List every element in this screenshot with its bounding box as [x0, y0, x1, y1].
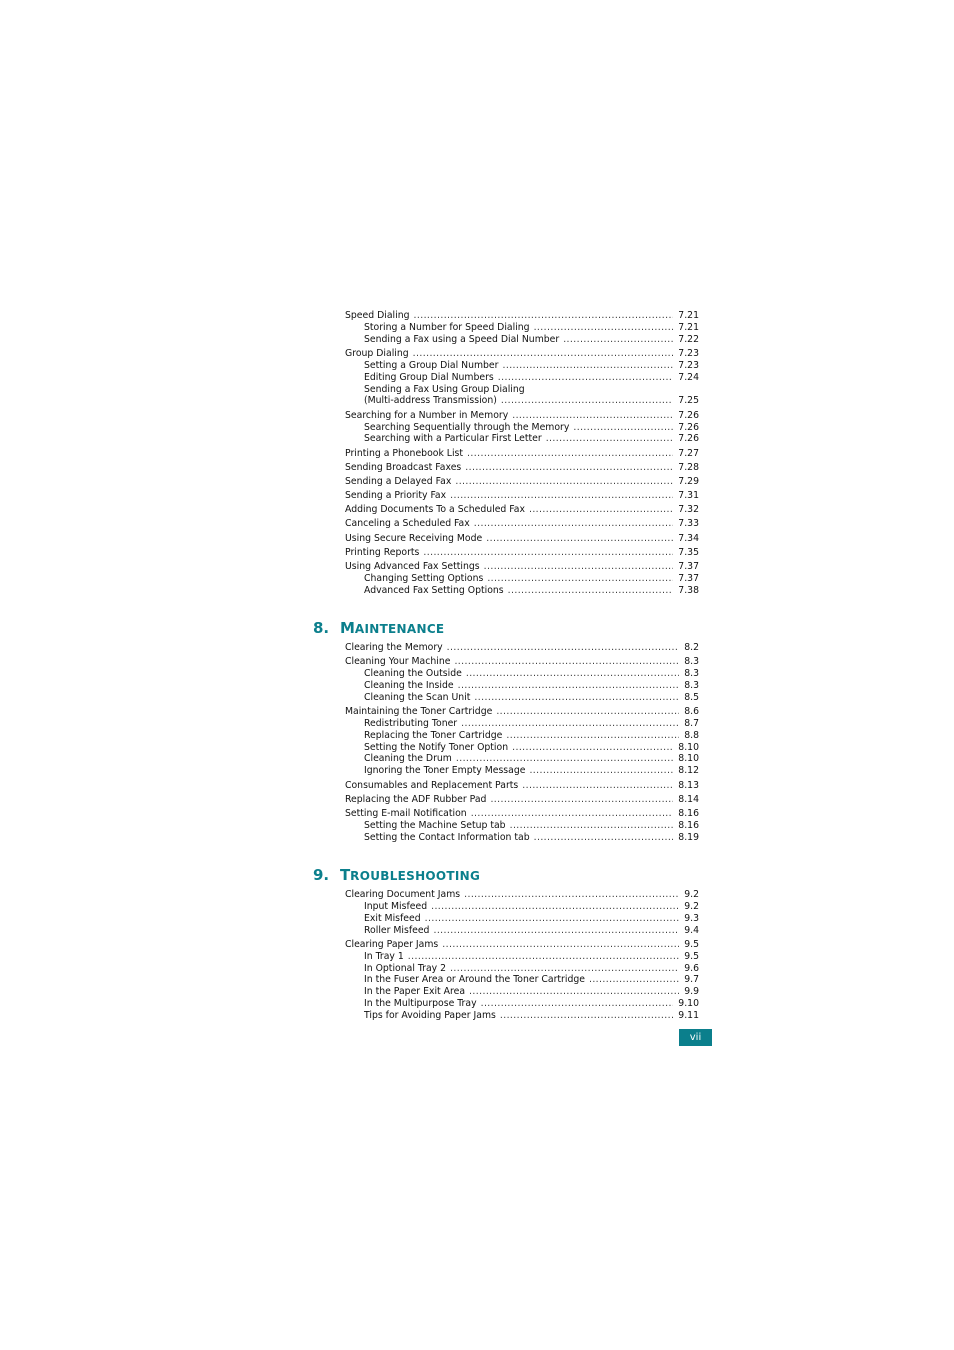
toc-subentry[interactable] — [364, 986, 699, 998]
toc-subentry[interactable] — [364, 360, 699, 372]
toc-entry-page: 7.37 — [678, 561, 699, 572]
toc-entry-title: Tips for Avoiding Paper Jams — [364, 1010, 496, 1021]
toc-entry-title: Clearing Document Jams — [345, 889, 461, 900]
dot-leader — [486, 533, 673, 545]
dot-leader — [454, 656, 679, 668]
dot-leader — [502, 360, 673, 372]
dot-leader — [546, 433, 674, 445]
toc-entry-title: Sending a Priority Fax — [345, 490, 447, 501]
toc-entry-title: Setting E-mail Notification — [345, 808, 467, 819]
toc-subentry[interactable] — [364, 334, 699, 346]
toc-entry-title: Setting the Notify Toner Option — [364, 742, 509, 753]
chapter-heading — [313, 618, 444, 637]
toc-entry-title: Searching with a Particular First Letter — [364, 433, 542, 444]
toc-entry[interactable] — [345, 476, 699, 488]
dot-leader — [458, 680, 680, 692]
toc-entry[interactable] — [345, 794, 699, 806]
dot-leader — [433, 925, 679, 937]
dot-leader — [522, 780, 673, 792]
toc-entry-page: 9.5 — [684, 951, 699, 962]
toc-subentry[interactable] — [364, 820, 699, 832]
toc-entry-title: Sending a Fax using a Speed Dial Number — [364, 334, 560, 345]
toc-entry[interactable] — [345, 462, 699, 474]
dot-leader — [500, 1010, 673, 1022]
dot-leader — [506, 730, 679, 742]
toc-entry-page: 8.16 — [678, 820, 699, 831]
toc-entry-title: (Multi-address Transmission) — [364, 395, 497, 406]
dot-leader — [414, 310, 674, 322]
toc-entry-title: Editing Group Dial Numbers — [364, 372, 494, 383]
dot-leader — [490, 794, 673, 806]
toc-entry-title: Speed Dialing — [345, 310, 410, 321]
toc-subentry[interactable] — [364, 680, 699, 692]
dot-leader — [496, 706, 679, 718]
dot-leader — [466, 668, 679, 680]
toc-entry-page: 8.12 — [678, 765, 699, 776]
dot-leader — [589, 974, 679, 986]
dot-leader — [456, 753, 673, 765]
toc-entry-title: Cleaning the Outside — [364, 668, 462, 679]
toc-entry-page: 9.10 — [678, 998, 699, 1009]
dot-leader — [501, 395, 673, 407]
toc-subentry[interactable] — [364, 832, 699, 844]
toc-entry-page: 7.38 — [678, 585, 699, 596]
toc-entry-title: Changing Setting Options — [364, 573, 484, 584]
toc-entry-title: Maintaining the Toner Cartridge — [345, 706, 493, 717]
dot-leader — [455, 476, 673, 488]
toc-entry-title: In the Paper Exit Area — [364, 986, 466, 997]
dot-leader — [481, 998, 674, 1010]
toc-entry-page: 8.6 — [684, 706, 699, 717]
toc-entry-page: 7.28 — [678, 462, 699, 473]
toc-entry-page: 7.26 — [678, 433, 699, 444]
page-number-badge: vii — [679, 1029, 712, 1046]
toc-subentry[interactable] — [364, 974, 699, 986]
toc-entry-title: Cleaning the Scan Unit — [364, 692, 471, 703]
toc-entry-page: 8.13 — [678, 780, 699, 791]
toc-entry[interactable] — [345, 490, 699, 502]
toc-entry-page: 7.35 — [678, 547, 699, 558]
toc-entry-page: 7.29 — [678, 476, 699, 487]
toc-entry-title: Using Advanced Fax Settings — [345, 561, 480, 572]
toc-entry-title: Printing a Phonebook List — [345, 448, 464, 459]
toc-entry-title: Roller Misfeed — [364, 925, 430, 936]
toc-entry-page: 7.21 — [678, 322, 699, 333]
dot-leader — [461, 718, 679, 730]
toc-subentry[interactable] — [364, 718, 699, 730]
toc-entry-title: Cleaning Your Machine — [345, 656, 451, 667]
dot-leader — [423, 547, 673, 559]
dot-leader — [563, 334, 673, 346]
toc-entry[interactable] — [345, 889, 699, 901]
toc-subentry[interactable] — [364, 668, 699, 680]
dot-leader — [510, 820, 674, 832]
toc-subentry[interactable] — [364, 913, 699, 925]
chapter-title-initial: T — [339, 866, 351, 884]
chapter-number: 9. — [313, 866, 335, 884]
toc-entry-title: Cleaning the Inside — [364, 680, 454, 691]
toc-subentry[interactable] — [364, 951, 699, 963]
toc-entry-title: Searching for a Number in Memory — [345, 410, 509, 421]
dot-leader — [508, 585, 674, 597]
toc-entry[interactable] — [345, 410, 699, 422]
dot-leader — [450, 490, 673, 502]
toc-subentry[interactable] — [364, 585, 699, 597]
toc-subentry[interactable] — [364, 433, 699, 445]
toc-entry-page: 7.23 — [678, 360, 699, 371]
toc-entry-title: Printing Reports — [345, 547, 420, 558]
dot-leader — [484, 561, 674, 573]
toc-entry-title: Sending a Fax Using Group Dialing — [364, 384, 525, 395]
toc-entry[interactable] — [345, 780, 699, 792]
toc-subentry[interactable] — [364, 753, 699, 765]
dot-leader — [467, 448, 673, 460]
toc-entry-page: 7.22 — [678, 334, 699, 345]
toc-entry-page: 7.34 — [678, 533, 699, 544]
toc-entry-page: 9.6 — [684, 963, 699, 974]
toc-entry[interactable] — [345, 533, 699, 545]
toc-entry-page: 7.24 — [678, 372, 699, 383]
toc-entry-page: 7.33 — [678, 518, 699, 529]
dot-leader — [498, 372, 674, 384]
chapter-title-rest: AINTENANCE — [354, 622, 445, 636]
toc-entry-page: 8.19 — [678, 832, 699, 843]
toc-entry-title: In Tray 1 — [364, 951, 404, 962]
toc-entry-title: Setting the Machine Setup tab — [364, 820, 506, 831]
toc-entry-page: 7.23 — [678, 348, 699, 359]
chapter-number: 8. — [313, 619, 335, 637]
toc-entry-title: Exit Misfeed — [364, 913, 421, 924]
toc-entry-title: Using Secure Receiving Mode — [345, 533, 483, 544]
toc-entry-page: 7.37 — [678, 573, 699, 584]
toc-entry-page: 8.5 — [684, 692, 699, 703]
toc-entry-page: 8.10 — [678, 753, 699, 764]
toc-entry-title: Redistributing Toner — [364, 718, 458, 729]
chapter-title-initial: M — [339, 619, 355, 637]
toc-entry-title: Advanced Fax Setting Options — [364, 585, 504, 596]
toc-entry-title: Clearing Paper Jams — [345, 939, 439, 950]
dot-leader — [447, 642, 680, 654]
toc-entry-title: In the Fuser Area or Around the Toner Cartridge — [364, 974, 585, 985]
toc-entry-title: In Optional Tray 2 — [364, 963, 447, 974]
toc-entry-title: Cleaning the Drum — [364, 753, 452, 764]
toc-entry-page: 8.10 — [678, 742, 699, 753]
toc-entry-page: 8.8 — [684, 730, 699, 741]
toc-entry[interactable] — [345, 504, 699, 516]
toc-entry-page: 8.2 — [684, 642, 699, 653]
toc-subentry[interactable] — [364, 692, 699, 704]
toc-entry[interactable] — [345, 518, 699, 530]
toc-entry-title: Group Dialing — [345, 348, 409, 359]
toc-entry-title: Clearing the Memory — [345, 642, 443, 653]
toc-entry-title: Setting the Contact Information tab — [364, 832, 530, 843]
toc-entry-page: 8.14 — [678, 794, 699, 805]
toc-subentry[interactable] — [364, 765, 699, 777]
toc-entry-page: 9.3 — [684, 913, 699, 924]
toc-subentry[interactable] — [364, 573, 699, 585]
dot-leader — [431, 901, 679, 913]
dot-leader — [474, 692, 679, 704]
toc-entry[interactable] — [345, 561, 699, 573]
toc-entry-title: Storing a Number for Speed Dialing — [364, 322, 530, 333]
chapter-title-rest: ROUBLESHOOTING — [350, 869, 481, 883]
toc-entry-title: Adding Documents To a Scheduled Fax — [345, 504, 525, 515]
toc-entry-page: 8.3 — [684, 656, 699, 667]
dot-leader — [474, 518, 674, 530]
toc-subentry[interactable] — [364, 372, 699, 384]
toc-entry-title: Sending a Delayed Fax — [345, 476, 452, 487]
toc-entry-page: 7.26 — [678, 422, 699, 433]
toc-entry-page: 7.27 — [678, 448, 699, 459]
toc-entry[interactable] — [345, 547, 699, 559]
toc-subentry[interactable] — [364, 901, 699, 913]
toc-entry[interactable] — [345, 656, 699, 668]
toc-entry-page: 9.2 — [684, 901, 699, 912]
toc-entry-title: Input Misfeed — [364, 901, 428, 912]
dot-leader — [442, 939, 679, 951]
toc-entry[interactable] — [345, 642, 699, 654]
toc-entry-page: 8.7 — [684, 718, 699, 729]
dot-leader — [408, 951, 679, 963]
toc-entry-page: 7.25 — [678, 395, 699, 406]
toc-entry[interactable] — [345, 939, 699, 951]
dot-leader — [469, 986, 679, 998]
toc-entry-page: 8.16 — [678, 808, 699, 819]
toc-entry[interactable] — [345, 348, 699, 360]
toc-subentry[interactable] — [364, 998, 699, 1010]
toc-entry-title: Consumables and Replacement Parts — [345, 780, 519, 791]
toc-entry-page: 9.2 — [684, 889, 699, 900]
dot-leader — [425, 913, 680, 925]
toc-entry-page: 7.31 — [678, 490, 699, 501]
toc-entry-title: Replacing the ADF Rubber Pad — [345, 794, 487, 805]
dot-leader — [464, 889, 679, 901]
dot-leader — [487, 573, 673, 585]
dot-leader — [512, 410, 673, 422]
toc-subentry[interactable] — [364, 925, 699, 937]
toc-subentry[interactable] — [364, 1010, 699, 1022]
toc-entry[interactable] — [345, 310, 699, 322]
toc-entry-page: 9.7 — [684, 974, 699, 985]
dot-leader — [465, 462, 673, 474]
toc-entry-page: 9.9 — [684, 986, 699, 997]
toc-entry[interactable] — [345, 808, 699, 820]
toc-entry-page: 8.3 — [684, 680, 699, 691]
toc-entry-title: Sending Broadcast Faxes — [345, 462, 462, 473]
toc-subentry[interactable] — [364, 730, 699, 742]
toc-entry-title: Ignoring the Toner Empty Message — [364, 765, 526, 776]
toc-entry-page: 8.3 — [684, 668, 699, 679]
chapter-heading — [313, 865, 480, 884]
dot-leader — [529, 765, 673, 777]
dot-leader — [529, 504, 673, 516]
dot-leader — [413, 348, 674, 360]
toc-subentry[interactable] — [364, 322, 699, 334]
toc-entry-title: Replacing the Toner Cartridge — [364, 730, 503, 741]
dot-leader — [534, 322, 674, 334]
toc-entry-page: 7.21 — [678, 310, 699, 321]
toc-entry-page: 9.11 — [678, 1010, 699, 1021]
toc-entry-title: Searching Sequentially through the Memory — [364, 422, 570, 433]
toc-entry-title: In the Multipurpose Tray — [364, 998, 477, 1009]
dot-leader — [534, 832, 674, 844]
dot-leader — [471, 808, 674, 820]
toc-entry-title: Canceling a Scheduled Fax — [345, 518, 470, 529]
toc-entry-page: 9.5 — [684, 939, 699, 950]
toc-entry-page: 7.32 — [678, 504, 699, 515]
toc-subentry[interactable] — [364, 395, 699, 407]
toc-entry-page: 7.26 — [678, 410, 699, 421]
toc-entry[interactable] — [345, 706, 699, 718]
toc-entry-title: Setting a Group Dial Number — [364, 360, 499, 371]
toc-entry[interactable] — [345, 448, 699, 460]
toc-entry-page: 9.4 — [684, 925, 699, 936]
